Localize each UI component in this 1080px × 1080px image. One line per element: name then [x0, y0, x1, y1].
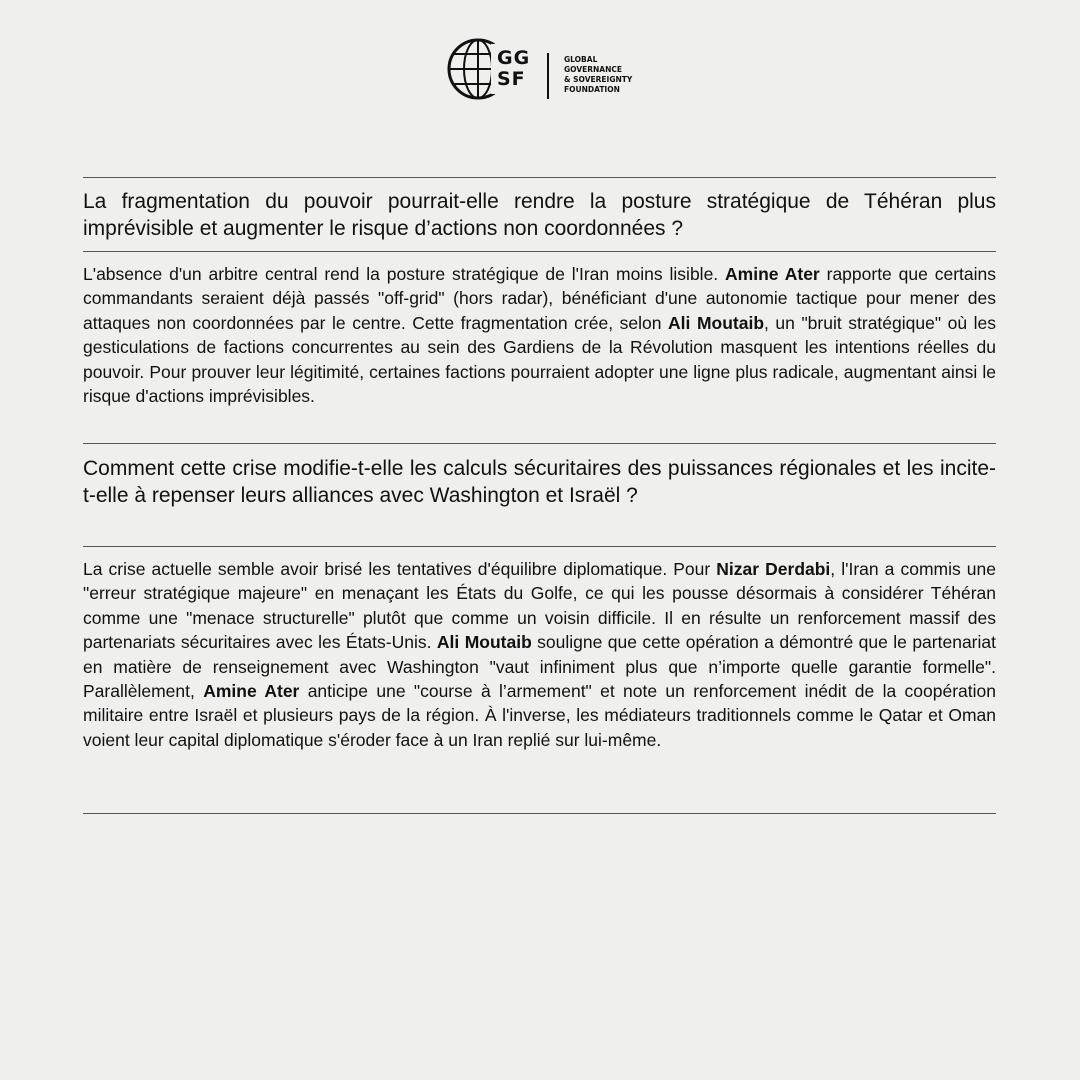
answer-1: [83, 262, 996, 408]
answer-text: souligne que cette opération a démontré que le partenariat en matière de renseignement avec Washington "vaut infiniment plus que n’importe quelle garantie formelle". Parallèlement,: [83, 632, 996, 702]
divider: [83, 251, 996, 252]
expert-name: Ali Moutaib: [436, 632, 532, 653]
divider: [83, 813, 996, 814]
expert-name: Ali Moutaib: [668, 312, 765, 333]
answer-text: , l'Iran a commis une "erreur stratégique majeure" en menaçant les États du Golfe, ce qui les pousse désormais à considérer Téhéran comme une "menace structurelle" plutôt que comme un voisin difficile. Il en résulte un renforcement massif des partenariats sécuritaires avec les États-Unis.: [83, 559, 997, 653]
ggsf-logo: [447, 38, 633, 100]
divider: [83, 443, 996, 444]
expert-name: Nizar Derdabi: [716, 559, 831, 579]
divider: [83, 546, 996, 547]
logo-name: [564, 55, 654, 95]
divider: [83, 177, 996, 178]
logo-name-line: FOUNDATION: [564, 85, 620, 94]
answer-text: L'absence d'un arbitre central rend la posture stratégique de l'Iran moins lisible.: [83, 264, 726, 284]
logo-letters: [497, 48, 530, 90]
answer-text: anticipe une "course à l’armement" et note un renforcement inédit de la coopération militaire entre Israël et plusieurs pays de la région. À l'inverse, les médiateurs traditionnels comme le Qatar et Oman voient leur capital diplomatique s'éroder face à un Iran replié sur lui-même.: [83, 681, 996, 750]
question-1: La fragmentation du pouvoir pourrait-elle rendre la posture stratégique de Téhéran plus imprévisible et augmenter le risque d’actions non coordonnées ?: [83, 190, 996, 240]
logo-divider: [547, 53, 549, 99]
expert-name: Amine Ater: [725, 264, 820, 284]
expert-name: Amine Ater: [203, 681, 300, 702]
answer-text: rapporte que certains commandants seraient déjà passés "off-grid" (hors radar), bénéficiant d'une autonomie tactique pour mener des attaques non coordonnées par le centre. Cette fragmentation crée, selon: [83, 264, 996, 333]
answer-2: [83, 557, 996, 752]
answer-text: , un "bruit stratégique" où les gesticulations de factions concurrentes au sein des Gardiens de la Révolution masquent les intentions réelles du pouvoir. Pour prouver leur légitimité, certaines factions pourraient adopter une ligne plus radicale, augmentant ainsi le risque d'actions imprévisibles.: [83, 312, 996, 407]
logo-letters-bottom: SF: [497, 68, 526, 90]
logo-letters-top: GG: [497, 47, 531, 69]
logo-name-line: GOVERNANCE: [564, 65, 623, 74]
question-2: Comment cette crise modifie-t-elle les calculs sécuritaires des puissances régionales et les incite-t-elle à repenser leurs alliances avec Washington et Israël ?: [83, 457, 996, 507]
answer-text: La crise actuelle semble avoir brisé les tentatives d'équilibre diplomatique. Pour: [83, 559, 717, 579]
logo-name-line: GLOBAL: [564, 55, 598, 64]
logo-name-line: & SOVEREIGNTY: [564, 75, 633, 84]
